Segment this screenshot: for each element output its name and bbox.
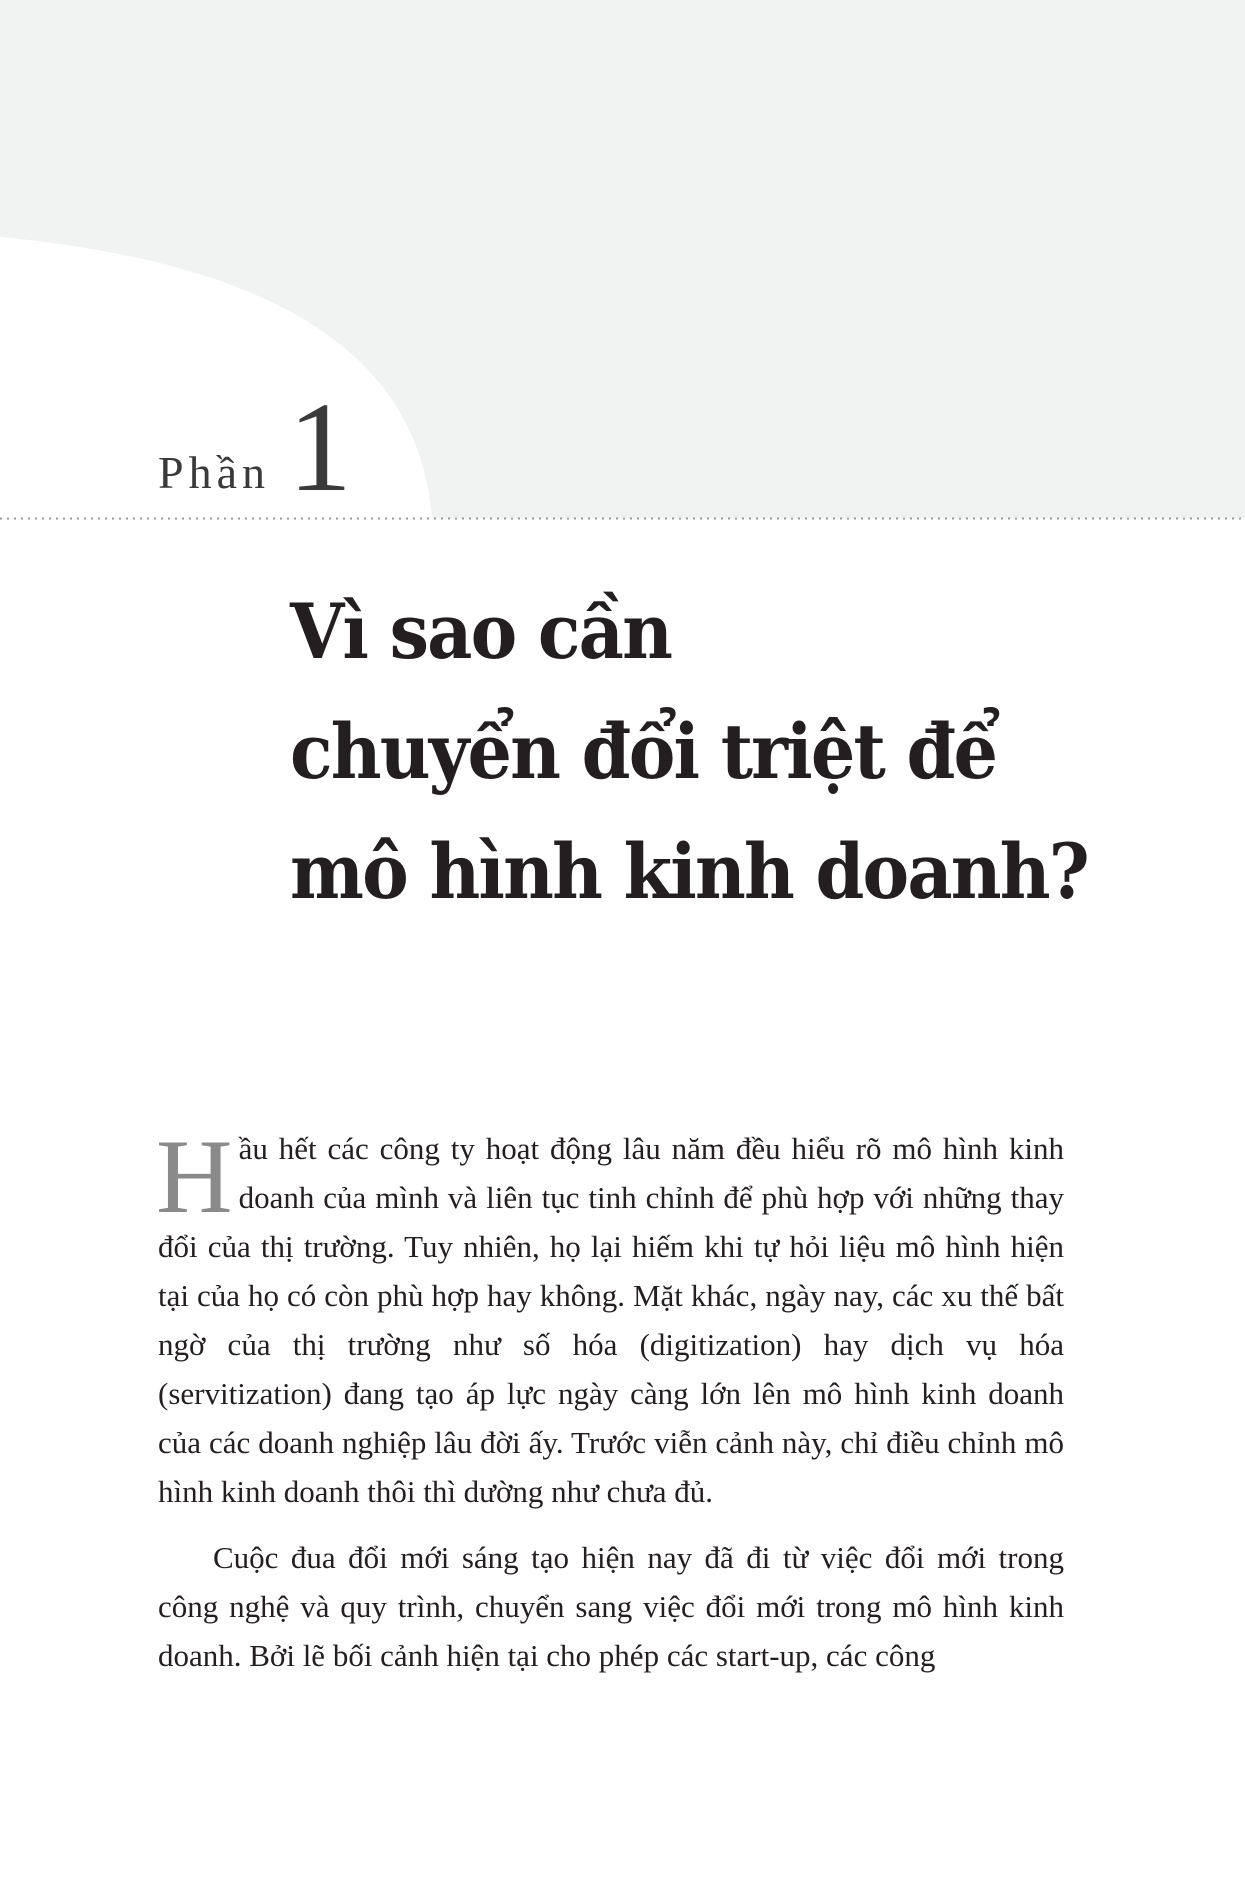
paragraph-1 (156, 1118, 1064, 1516)
paragraph-1-text: ầu hết các công ty hoạt động lâu năm đều hiểu rõ mô hình kinh doanh của mình và liên tục tinh chỉnh để phù hợp với những thay đổi của thị trường. Tuy nhiên, họ lại hiếm khi tự hỏi liệu mô hình hiện tại của họ có còn phù hợp hay không. Mặt khác, ngày nay, các xu thế bất ngờ của thị trường như số hóa (digitization) hay dịch vụ hóa (servitization) đang tạo áp lực ngày càng lớn lên mô hình kinh doanh của các doanh nghiệp lâu đời ấy. Trước viễn cảnh này, chỉ điều chỉnh mô hình kinh doanh thôi thì dường như chưa đủ. (158, 1131, 1064, 1509)
drop-cap: H (156, 1118, 233, 1235)
part-word: Phần (158, 446, 270, 498)
chapter-title (290, 572, 1190, 932)
body-text (156, 1118, 1064, 1680)
title-line-1: Vì sao cần (290, 587, 672, 676)
title-line-2: chuyển đổi triệt để (290, 707, 997, 796)
paragraph-2: Cuộc đua đổi mới sáng tạo hiện nay đã đi từ việc đổi mới trong công nghệ và quy trình, chuyển sang việc đổi mới trong mô hình kinh doanh. Bởi lẽ bối cảnh hiện tại cho phép các start-up, các công (158, 1540, 1064, 1673)
part-number: 1 (288, 376, 352, 518)
part-label (158, 376, 352, 518)
title-line-3: mô hình kinh doanh? (290, 827, 1088, 916)
